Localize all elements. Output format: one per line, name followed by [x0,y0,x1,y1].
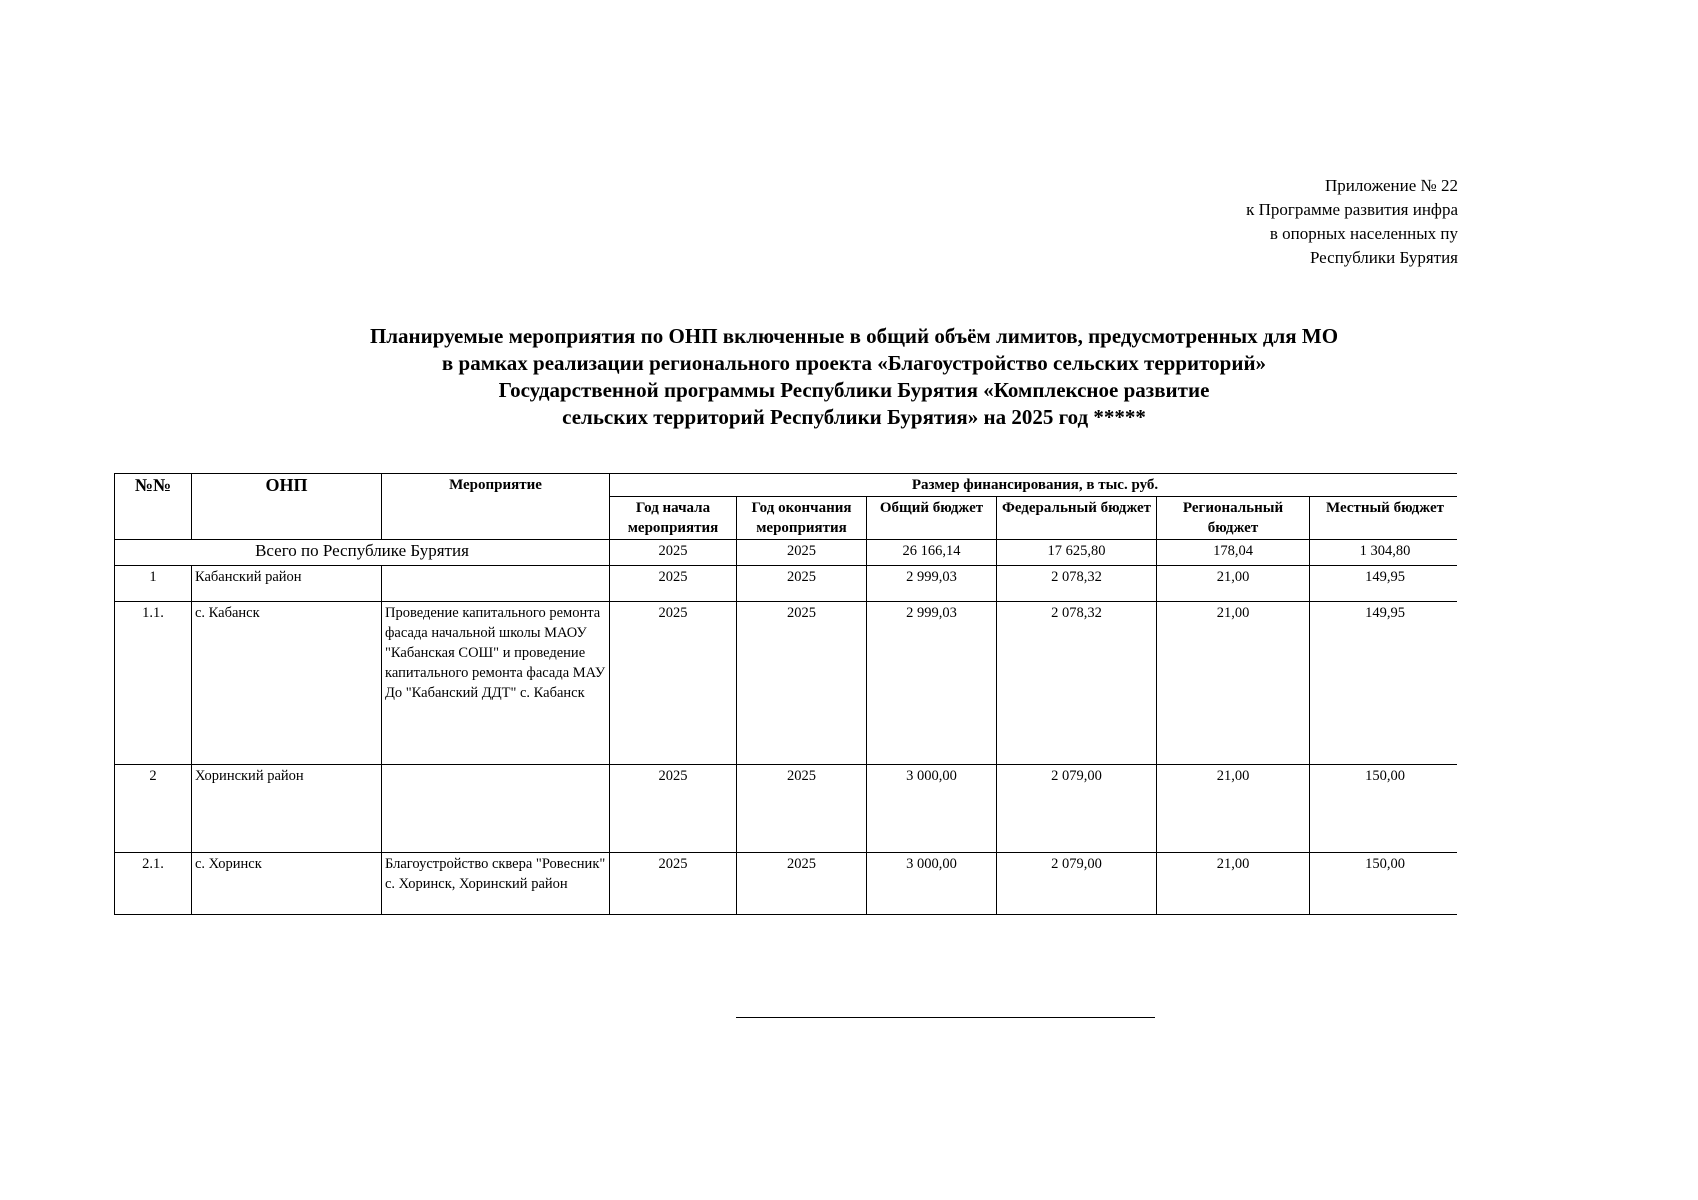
title-line: Планируемые мероприятия по ОНП включенные в общий объём лимитов, предусмотренных для МО [369,324,1339,348]
row-regional-budget: 21,00 [1157,566,1310,602]
appendix-line: Республики Бурятия [1309,248,1458,267]
document-title [254,323,1454,431]
row-start-year: 2025 [610,566,737,602]
financing-table [114,473,1457,915]
row-onp: с. Кабанск [192,602,382,765]
header-end-year: Год окончания мероприятия [737,497,867,540]
row-end-year: 2025 [737,853,867,915]
title-line: Государственной программы Республики Бурятия «Комплексное развитие [498,378,1210,402]
row-end-year: 2025 [737,602,867,765]
header-financing: Размер финансирования, в тыс. руб. [610,474,1458,497]
appendix-line: в опорных населенных пу [1269,224,1458,243]
row-num: 2.1. [115,853,192,915]
row-end-year: 2025 [737,765,867,853]
row-total-budget: 2 999,03 [867,602,997,765]
row-num: 2 [115,765,192,853]
header-total-budget: Общий бюджет [867,497,997,540]
header-local-budget: Местный бюджет [1310,497,1458,540]
table-row [115,765,1458,853]
row-start-year: 2025 [610,765,737,853]
appendix-line: Приложение № 22 [1325,176,1458,195]
header-regional-budget: Региональный бюджет [1157,497,1310,540]
row-total-budget: 2 999,03 [867,566,997,602]
row-num: 1.1. [115,602,192,765]
row-federal-budget: 2 079,00 [997,853,1157,915]
row-start-year: 2025 [610,853,737,915]
row-regional-budget: 21,00 [1157,602,1310,765]
bottom-separator-line [736,1017,1155,1018]
row-local-budget: 149,95 [1310,566,1458,602]
total-end-year: 2025 [737,540,867,566]
row-federal-budget: 2 078,32 [997,566,1157,602]
total-local-budget: 1 304,80 [1310,540,1458,566]
row-federal-budget: 2 079,00 [997,765,1157,853]
header-onp: ОНП [192,474,382,540]
table-row [115,602,1458,765]
row-event [382,765,610,853]
total-start-year: 2025 [610,540,737,566]
row-event: Благоустройство сквера "Ровесник" с. Хоринск, Хоринский район [382,853,610,915]
total-federal-budget: 17 625,80 [997,540,1157,566]
header-num: №№ [115,474,192,540]
row-onp: Хоринский район [192,765,382,853]
row-onp: с. Хоринск [192,853,382,915]
row-start-year: 2025 [610,602,737,765]
row-event: Проведение капитального ремонта фасада начальной школы МАОУ "Кабанская СОШ" и проведение капитального ремонта фасада МАУ До "Кабанский ДДТ" с. Кабанск [382,602,610,765]
table-row [115,566,1458,602]
total-total-budget: 26 166,14 [867,540,997,566]
row-end-year: 2025 [737,566,867,602]
title-line: в рамках реализации регионального проекта «Благоустройство сельских территорий» [441,351,1267,375]
row-local-budget: 150,00 [1310,853,1458,915]
total-label: Всего по Республике Бурятия [115,540,610,566]
total-row [115,540,1458,566]
total-regional-budget: 178,04 [1157,540,1310,566]
row-event [382,566,610,602]
row-num: 1 [115,566,192,602]
title-line: сельских территорий Республики Бурятия» на 2025 год ***** [562,405,1146,429]
header-event: Мероприятие [382,474,610,540]
row-onp: Кабанский район [192,566,382,602]
appendix-line: к Программе развития инфра [1246,200,1458,219]
financing-table-container [114,473,1457,915]
row-local-budget: 149,95 [1310,602,1458,765]
appendix-note [1100,174,1458,270]
row-regional-budget: 21,00 [1157,853,1310,915]
row-federal-budget: 2 078,32 [997,602,1157,765]
row-total-budget: 3 000,00 [867,853,997,915]
header-start-year: Год начала мероприятия [610,497,737,540]
row-local-budget: 150,00 [1310,765,1458,853]
row-regional-budget: 21,00 [1157,765,1310,853]
row-total-budget: 3 000,00 [867,765,997,853]
header-federal-budget: Федеральный бюджет [997,497,1157,540]
table-row [115,853,1458,915]
